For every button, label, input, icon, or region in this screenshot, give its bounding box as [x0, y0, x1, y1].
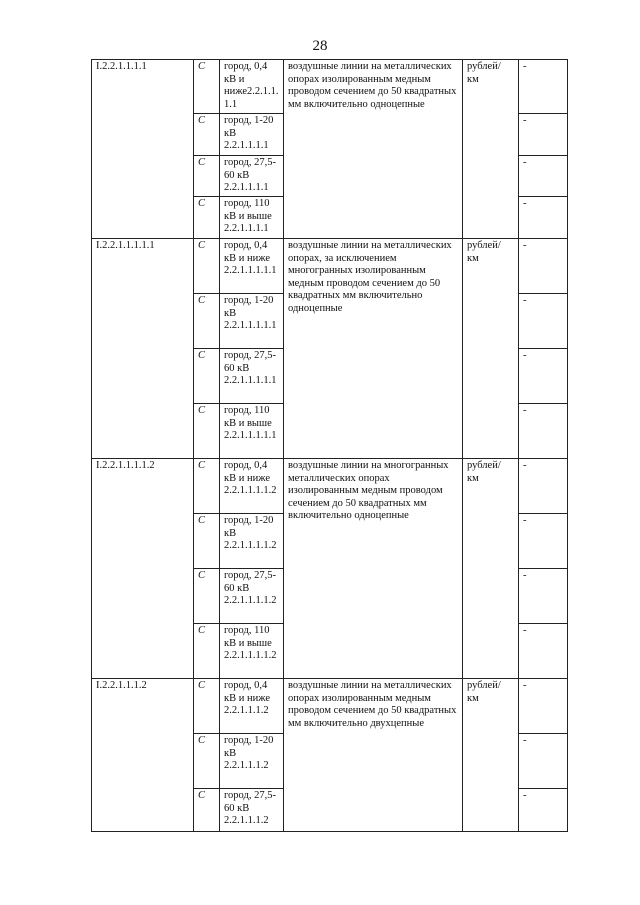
- row-letter: С: [194, 404, 220, 459]
- row-letter: С: [194, 60, 220, 114]
- row-category: город, 0,4 кВ и ниже 2.2.1.1.1.1.2: [220, 459, 284, 514]
- row-category: город, 1-20 кВ 2.2.1.1.1.1.2: [220, 514, 284, 569]
- row-value: -: [519, 114, 568, 156]
- row-value: -: [519, 679, 568, 734]
- row-category: город, 110 кВ и выше 2.2.1.1.1.1: [220, 197, 284, 239]
- row-letter: С: [194, 459, 220, 514]
- row-description: воздушные линии на металлических опорах, за исключением многогранных изолированным медным проводом сечением до 50 квадратных мм включительно одноцепные: [284, 239, 463, 459]
- row-category: город, 27,5-60 кВ 2.2.1.1.1.2: [220, 789, 284, 832]
- row-letter: С: [194, 239, 220, 294]
- row-letter: С: [194, 349, 220, 404]
- row-code: I.2.2.1.1.1.1.2: [92, 459, 194, 679]
- table-row: [92, 239, 568, 294]
- row-description: воздушные линии на металлических опорах изолированным медным проводом сечением до 50 квадратных мм включительно двухцепные: [284, 679, 463, 832]
- row-code: I.2.2.1.1.1.1: [92, 60, 194, 239]
- row-value: -: [519, 789, 568, 832]
- row-category: город, 27,5-60 кВ 2.2.1.1.1.1.2: [220, 569, 284, 624]
- row-unit: рублей/ км: [463, 679, 519, 832]
- table-row: [92, 60, 568, 114]
- row-category: город, 0,4 кВ и ниже 2.2.1.1.1.1.1: [220, 239, 284, 294]
- row-description: воздушные линии на многогранных металлических опорах изолированным медным проводом сечением до 50 квадратных мм включительно одноцепные: [284, 459, 463, 679]
- table-body: [92, 60, 568, 832]
- row-letter: С: [194, 789, 220, 832]
- row-letter: С: [194, 156, 220, 197]
- row-value: -: [519, 349, 568, 404]
- page-number: 28: [312, 38, 328, 54]
- row-letter: С: [194, 294, 220, 349]
- row-value: -: [519, 459, 568, 514]
- row-letter: С: [194, 679, 220, 734]
- row-category: город, 1-20 кВ 2.2.1.1.1.2: [220, 734, 284, 789]
- row-letter: С: [194, 197, 220, 239]
- row-category: город, 27,5-60 кВ 2.2.1.1.1.1.1: [220, 349, 284, 404]
- row-unit: рублей/ км: [463, 459, 519, 679]
- row-category: город, 110 кВ и выше 2.2.1.1.1.1.2: [220, 624, 284, 679]
- row-category: город, 27,5-60 кВ 2.2.1.1.1.1: [220, 156, 284, 197]
- row-category: город, 0,4 кВ и ниже 2.2.1.1.1.2: [220, 679, 284, 734]
- row-category: город, 110 кВ и выше 2.2.1.1.1.1.1: [220, 404, 284, 459]
- row-code: I.2.2.1.1.1.2: [92, 679, 194, 832]
- row-letter: С: [194, 734, 220, 789]
- row-value: -: [519, 624, 568, 679]
- row-value: -: [519, 197, 568, 239]
- row-value: -: [519, 569, 568, 624]
- row-value: -: [519, 156, 568, 197]
- row-letter: С: [194, 569, 220, 624]
- row-unit: рублей/ км: [463, 60, 519, 239]
- row-category: город, 1-20 кВ 2.2.1.1.1.1: [220, 114, 284, 156]
- table-row: [92, 459, 568, 514]
- row-category: город, 1-20 кВ 2.2.1.1.1.1.1: [220, 294, 284, 349]
- row-unit: рублей/ км: [463, 239, 519, 459]
- row-value: -: [519, 239, 568, 294]
- row-description: воздушные линии на металлических опорах изолированным медным проводом сечением до 50 квадратных мм включительно одноцепные: [284, 60, 463, 239]
- row-value: -: [519, 404, 568, 459]
- table-row: [92, 679, 568, 734]
- row-letter: С: [194, 514, 220, 569]
- tariff-table: [91, 59, 568, 832]
- row-value: -: [519, 734, 568, 789]
- row-value: -: [519, 514, 568, 569]
- row-code: I.2.2.1.1.1.1.1: [92, 239, 194, 459]
- row-letter: С: [194, 624, 220, 679]
- row-category: город, 0,4 кВ и ниже2.2.1.1.1.1: [220, 60, 284, 114]
- row-letter: С: [194, 114, 220, 156]
- row-value: -: [519, 294, 568, 349]
- row-value: -: [519, 60, 568, 114]
